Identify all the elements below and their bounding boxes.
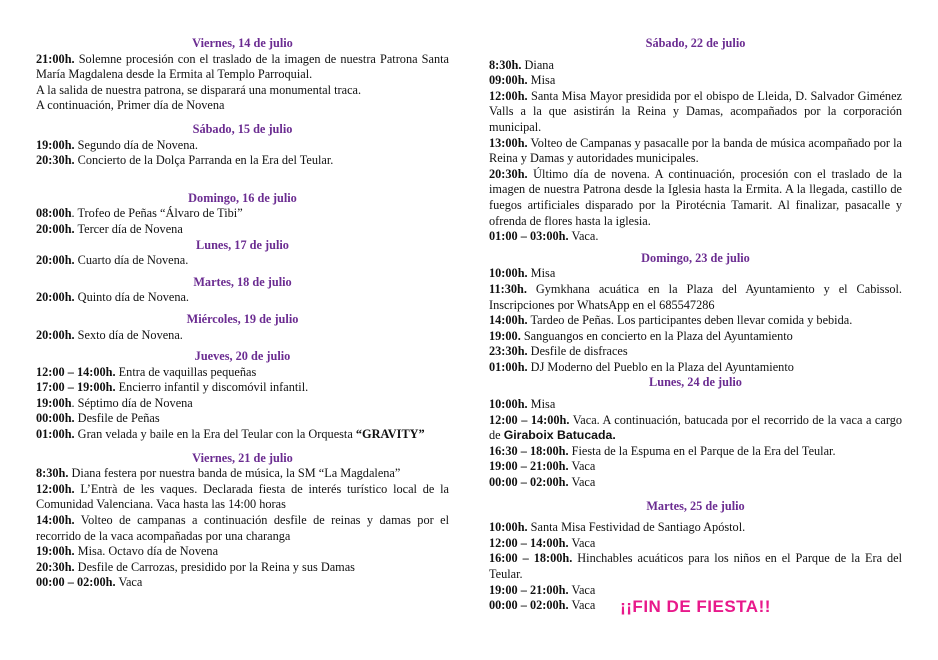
- event-text: Sexto día de Novena.: [74, 327, 183, 342]
- event-text: Vaca: [568, 598, 596, 613]
- event-entry: [36, 328, 449, 344]
- event-entry: [36, 206, 449, 222]
- event-time: 20:30h.: [489, 166, 528, 181]
- event-text: . Trofeo de Peñas “Álvaro de Tibi”: [71, 206, 243, 221]
- event-entry: [489, 536, 902, 552]
- event-text: Gymkhana acuática en la Plaza del Ayuntamiento y el Cabissol. Inscripciones por WhatsApp en el 685547286: [489, 281, 902, 312]
- event-entry: [36, 513, 449, 544]
- day-heading: Viernes, 14 de julio: [192, 36, 293, 50]
- event-entry: [489, 360, 902, 376]
- day-heading: Domingo, 16 de julio: [188, 190, 297, 205]
- event-time: 10:00h.: [489, 266, 528, 281]
- event-entry: [36, 52, 449, 83]
- event-text: Misa: [527, 266, 556, 281]
- event-text: Santa Misa Mayor presidida por el obispo de Lleida, D. Salvador Giménez Valls a la que asistirán la Reina y Damas, acompañados por la corporación municipal.: [489, 88, 902, 134]
- event-entry: [36, 575, 449, 591]
- event-text: Volteo de campanas a continuación desfile de reinas y damas por el recorrido de la vaca acompañadas por una charanga: [36, 513, 449, 543]
- event-time: 17:00 – 19:00h.: [36, 380, 116, 395]
- event-text: Cuarto día de Novena.: [74, 253, 189, 268]
- event-time: 08:00h: [36, 206, 72, 221]
- event-text: Misa. Octavo día de Novena: [74, 544, 219, 559]
- event-entry: [36, 482, 449, 513]
- event-time: 8:30h.: [489, 57, 522, 72]
- event-entry: [36, 290, 449, 306]
- event-entry: [36, 466, 449, 482]
- fin-de-fiesta-banner: ¡¡FIN DE FIESTA!!: [620, 597, 771, 616]
- event-time: 16:30 – 18:00h.: [489, 443, 569, 458]
- event-entry: [489, 229, 902, 245]
- event-time: 19:00 – 21:00h.: [489, 459, 569, 474]
- event-entry: [489, 551, 902, 582]
- left-column: [36, 36, 449, 591]
- event-text: Diana: [521, 57, 554, 72]
- event-text: Misa: [527, 73, 556, 88]
- event-time: 19:00h.: [36, 544, 75, 559]
- event-time: 20:30h.: [36, 559, 75, 574]
- event-time: 10:00h.: [489, 397, 528, 412]
- event-time: 00:00 – 02:00h.: [489, 475, 569, 490]
- event-time: 20:00h.: [36, 290, 75, 305]
- event-text: Tercer día de Novena: [74, 221, 183, 236]
- event-entry: [36, 396, 449, 412]
- day-heading: Viernes, 21 de julio: [192, 450, 293, 465]
- event-time: 20:00h.: [36, 253, 75, 268]
- event-entry: [489, 266, 902, 282]
- event-note: A la salida de nuestra patrona, se disparará una monumental traca.: [36, 82, 362, 97]
- event-entry: [36, 411, 449, 427]
- event-entry: [36, 222, 449, 238]
- event-time: 8:30h.: [36, 466, 69, 481]
- event-text: Fiesta de la Espuma en el Parque de la Era del Teular.: [568, 443, 836, 458]
- event-time: 01:00h.: [489, 359, 528, 374]
- event-text: Solemne procesión con el traslado de la imagen de nuestra Patrona Santa María Magdalena desde la Ermita al Templo Parroquial.: [36, 51, 449, 82]
- event-text: Tardeo de Peñas. Los participantes deben llevar comida y bebida.: [527, 313, 853, 328]
- event-time: 12:00 – 14:00h.: [36, 364, 116, 379]
- event-time: 19:00h: [36, 395, 72, 410]
- day-heading: Jueves, 20 de julio: [194, 349, 291, 364]
- event-time: 11:30h.: [489, 281, 527, 296]
- event-text: Sanguangos en concierto en la Plaza del Ayuntamiento: [520, 328, 793, 343]
- event-time: 14:00h.: [36, 513, 75, 528]
- event-entry: [489, 397, 902, 413]
- event-time: 14:00h.: [489, 313, 528, 328]
- event-text: Vaca: [568, 459, 596, 474]
- event-entry: [489, 73, 902, 89]
- event-entry: [489, 136, 902, 167]
- day-heading: Miércoles, 19 de julio: [186, 311, 299, 326]
- event-text: Quinto día de Novena.: [74, 290, 190, 305]
- event-time: 12:00h.: [36, 481, 75, 496]
- event-text: Vaca. A continuación, batucada por el recorrido de la vaca a cargo de: [489, 412, 902, 443]
- day-heading: Sábado, 22 de julio: [645, 36, 746, 50]
- event-time: 00:00 – 02:00h.: [36, 575, 116, 590]
- event-entry: [36, 365, 449, 381]
- event-text: Vaca.: [568, 229, 599, 244]
- event-text: Desfile de Peñas: [74, 411, 160, 426]
- event-text: Gran velada y baile en la Era del Teular con la Orquesta: [74, 427, 356, 442]
- event-entry: [36, 138, 449, 154]
- event-entry: [489, 413, 902, 444]
- event-time: 20:00h.: [36, 327, 75, 342]
- event-text: Volteo de Campanas y pasacalle por la banda de música acompañado por la Reina y Damas y autoridades municipales.: [489, 135, 902, 166]
- event-time: 12:00h.: [489, 88, 528, 103]
- event-time: 16:00 – 18:00h.: [489, 551, 573, 566]
- event-time: 20:00h.: [36, 221, 75, 236]
- event-entry: [489, 520, 902, 536]
- event-entry: [489, 344, 902, 360]
- group-name: Giraboix Batucada.: [503, 428, 616, 443]
- event-entry: [36, 560, 449, 576]
- event-time: 01:00 – 03:00h.: [489, 229, 569, 244]
- event-entry: [489, 329, 902, 345]
- event-entry: [36, 427, 449, 443]
- event-note: A continuación, Primer día de Novena: [36, 98, 225, 113]
- event-entry: [489, 58, 902, 74]
- event-entry: [489, 89, 902, 136]
- event-time: 12:00 – 14:00h.: [489, 412, 570, 427]
- event-time: 09:00h.: [489, 73, 528, 88]
- event-entry: [489, 444, 902, 460]
- event-time: 21:00h.: [36, 51, 75, 66]
- event-text: Segundo día de Novena.: [74, 137, 198, 152]
- event-text: Santa Misa Festividad de Santiago Apóstol.: [527, 520, 746, 535]
- event-entry: [36, 153, 449, 169]
- event-time: 00:00h.: [36, 411, 75, 426]
- event-entry: [36, 380, 449, 396]
- event-time: 12:00 – 14:00h.: [489, 535, 569, 550]
- band-name: “GRAVITY”: [355, 427, 425, 442]
- event-text: Entra de vaquillas pequeñas: [115, 364, 257, 379]
- right-column: [489, 36, 902, 614]
- event-text: L’Entrà de les vaques. Declarada fiesta de interés turístico local de la Comunidad Valenciana. Vaca hasta las 14:00 horas: [36, 481, 449, 512]
- event-text: Desfile de disfraces: [527, 344, 628, 359]
- event-text: Vaca: [568, 582, 596, 597]
- event-entry: [36, 544, 449, 560]
- event-text: Misa: [527, 397, 556, 412]
- event-time: 23:30h.: [489, 344, 528, 359]
- event-text: Último día de novena. A continuación, procesión con el traslado de la imagen de nuestra Patrona desde la Iglesia hasta la Ermita. A la llegada, castillo de fuegos artificiales disparado por la Pirotécnia Tamarit. Al finalizar, pasacalle y ofrenda de flores hasta la iglesia.: [489, 166, 902, 228]
- event-time: 19:00.: [489, 328, 521, 343]
- event-time: 00:00 – 02:00h.: [489, 598, 569, 613]
- event-text: Concierto de la Dolça Parranda en la Era del Teular.: [74, 153, 334, 168]
- event-text: Vaca: [568, 535, 596, 550]
- event-text: Diana festera por nuestra banda de música, la SM “La Magdalena”: [68, 466, 401, 481]
- day-heading: Lunes, 24 de julio: [649, 375, 742, 390]
- event-time: 19:00 – 21:00h.: [489, 582, 569, 597]
- event-text: . Séptimo día de Novena: [71, 395, 193, 410]
- event-entry: [489, 282, 902, 313]
- event-time: 20:30h.: [36, 153, 75, 168]
- event-text: DJ Moderno del Pueblo en la Plaza del Ayuntamiento: [527, 359, 794, 374]
- day-heading: Domingo, 23 de julio: [641, 250, 750, 265]
- event-text: Encierro infantil y discomóvil infantil.: [115, 380, 309, 395]
- day-heading: Sábado, 15 de julio: [192, 121, 293, 136]
- event-time: 13:00h.: [489, 135, 528, 150]
- event-time: 19:00h.: [36, 137, 75, 152]
- event-entry: [489, 459, 902, 475]
- event-entry: [36, 253, 449, 269]
- event-time: 01:00h.: [36, 427, 75, 442]
- day-heading: Martes, 18 de julio: [193, 274, 292, 289]
- event-time: 10:00h.: [489, 520, 528, 535]
- event-entry: [489, 583, 902, 599]
- day-heading: Martes, 25 de julio: [646, 498, 745, 513]
- event-entry: [489, 475, 902, 491]
- day-heading: Lunes, 17 de julio: [196, 237, 289, 252]
- event-text: Hinchables acuáticos para los niños en el Parque de la Era del Teular.: [489, 551, 903, 581]
- event-text: Desfile de Carrozas, presidido por la Reina y sus Damas: [74, 559, 355, 574]
- event-text: Vaca: [115, 575, 143, 590]
- event-entry: [489, 167, 902, 229]
- event-entry: [489, 313, 902, 329]
- event-text: Vaca: [568, 475, 596, 490]
